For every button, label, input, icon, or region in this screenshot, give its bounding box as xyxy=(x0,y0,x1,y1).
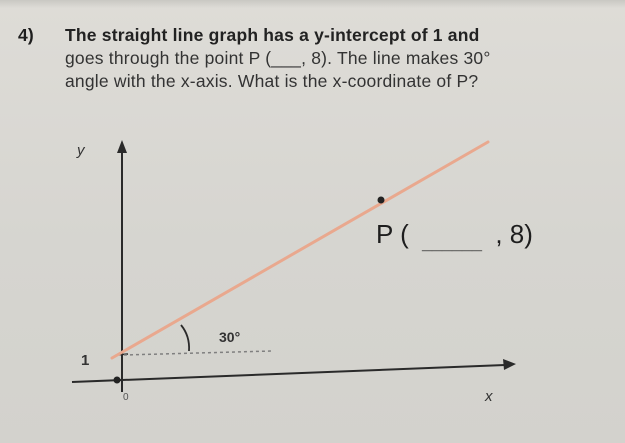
question-number: 4) xyxy=(18,25,34,45)
point-p-label-prefix: P ( xyxy=(376,219,409,249)
angle-marker xyxy=(181,325,189,351)
dashed-reference-line xyxy=(124,351,272,355)
x-axis-label: x xyxy=(485,388,493,405)
y-axis-arrowhead xyxy=(117,140,127,153)
point-p xyxy=(378,197,385,204)
point-p-label xyxy=(376,219,533,255)
y-axis-label: y xyxy=(77,142,85,159)
question-line-3: angle with the x-axis. What is the x-coordinate of P? xyxy=(65,71,479,91)
question-line-1: The straight line graph has a y-intercept of 1 and xyxy=(65,25,480,45)
x-axis-arrowhead xyxy=(503,359,516,370)
intercept-label: 1 xyxy=(81,352,90,369)
question-line-2: goes through the point P (___, 8). The line makes 30° xyxy=(65,48,491,68)
x-axis xyxy=(72,365,505,382)
origin-point xyxy=(114,377,121,384)
point-p-label-suffix: , 8) xyxy=(495,219,533,249)
angle-label: 30° xyxy=(219,329,241,345)
point-p-label-blank: ______ xyxy=(422,233,483,253)
origin-label: 0 xyxy=(123,392,129,403)
